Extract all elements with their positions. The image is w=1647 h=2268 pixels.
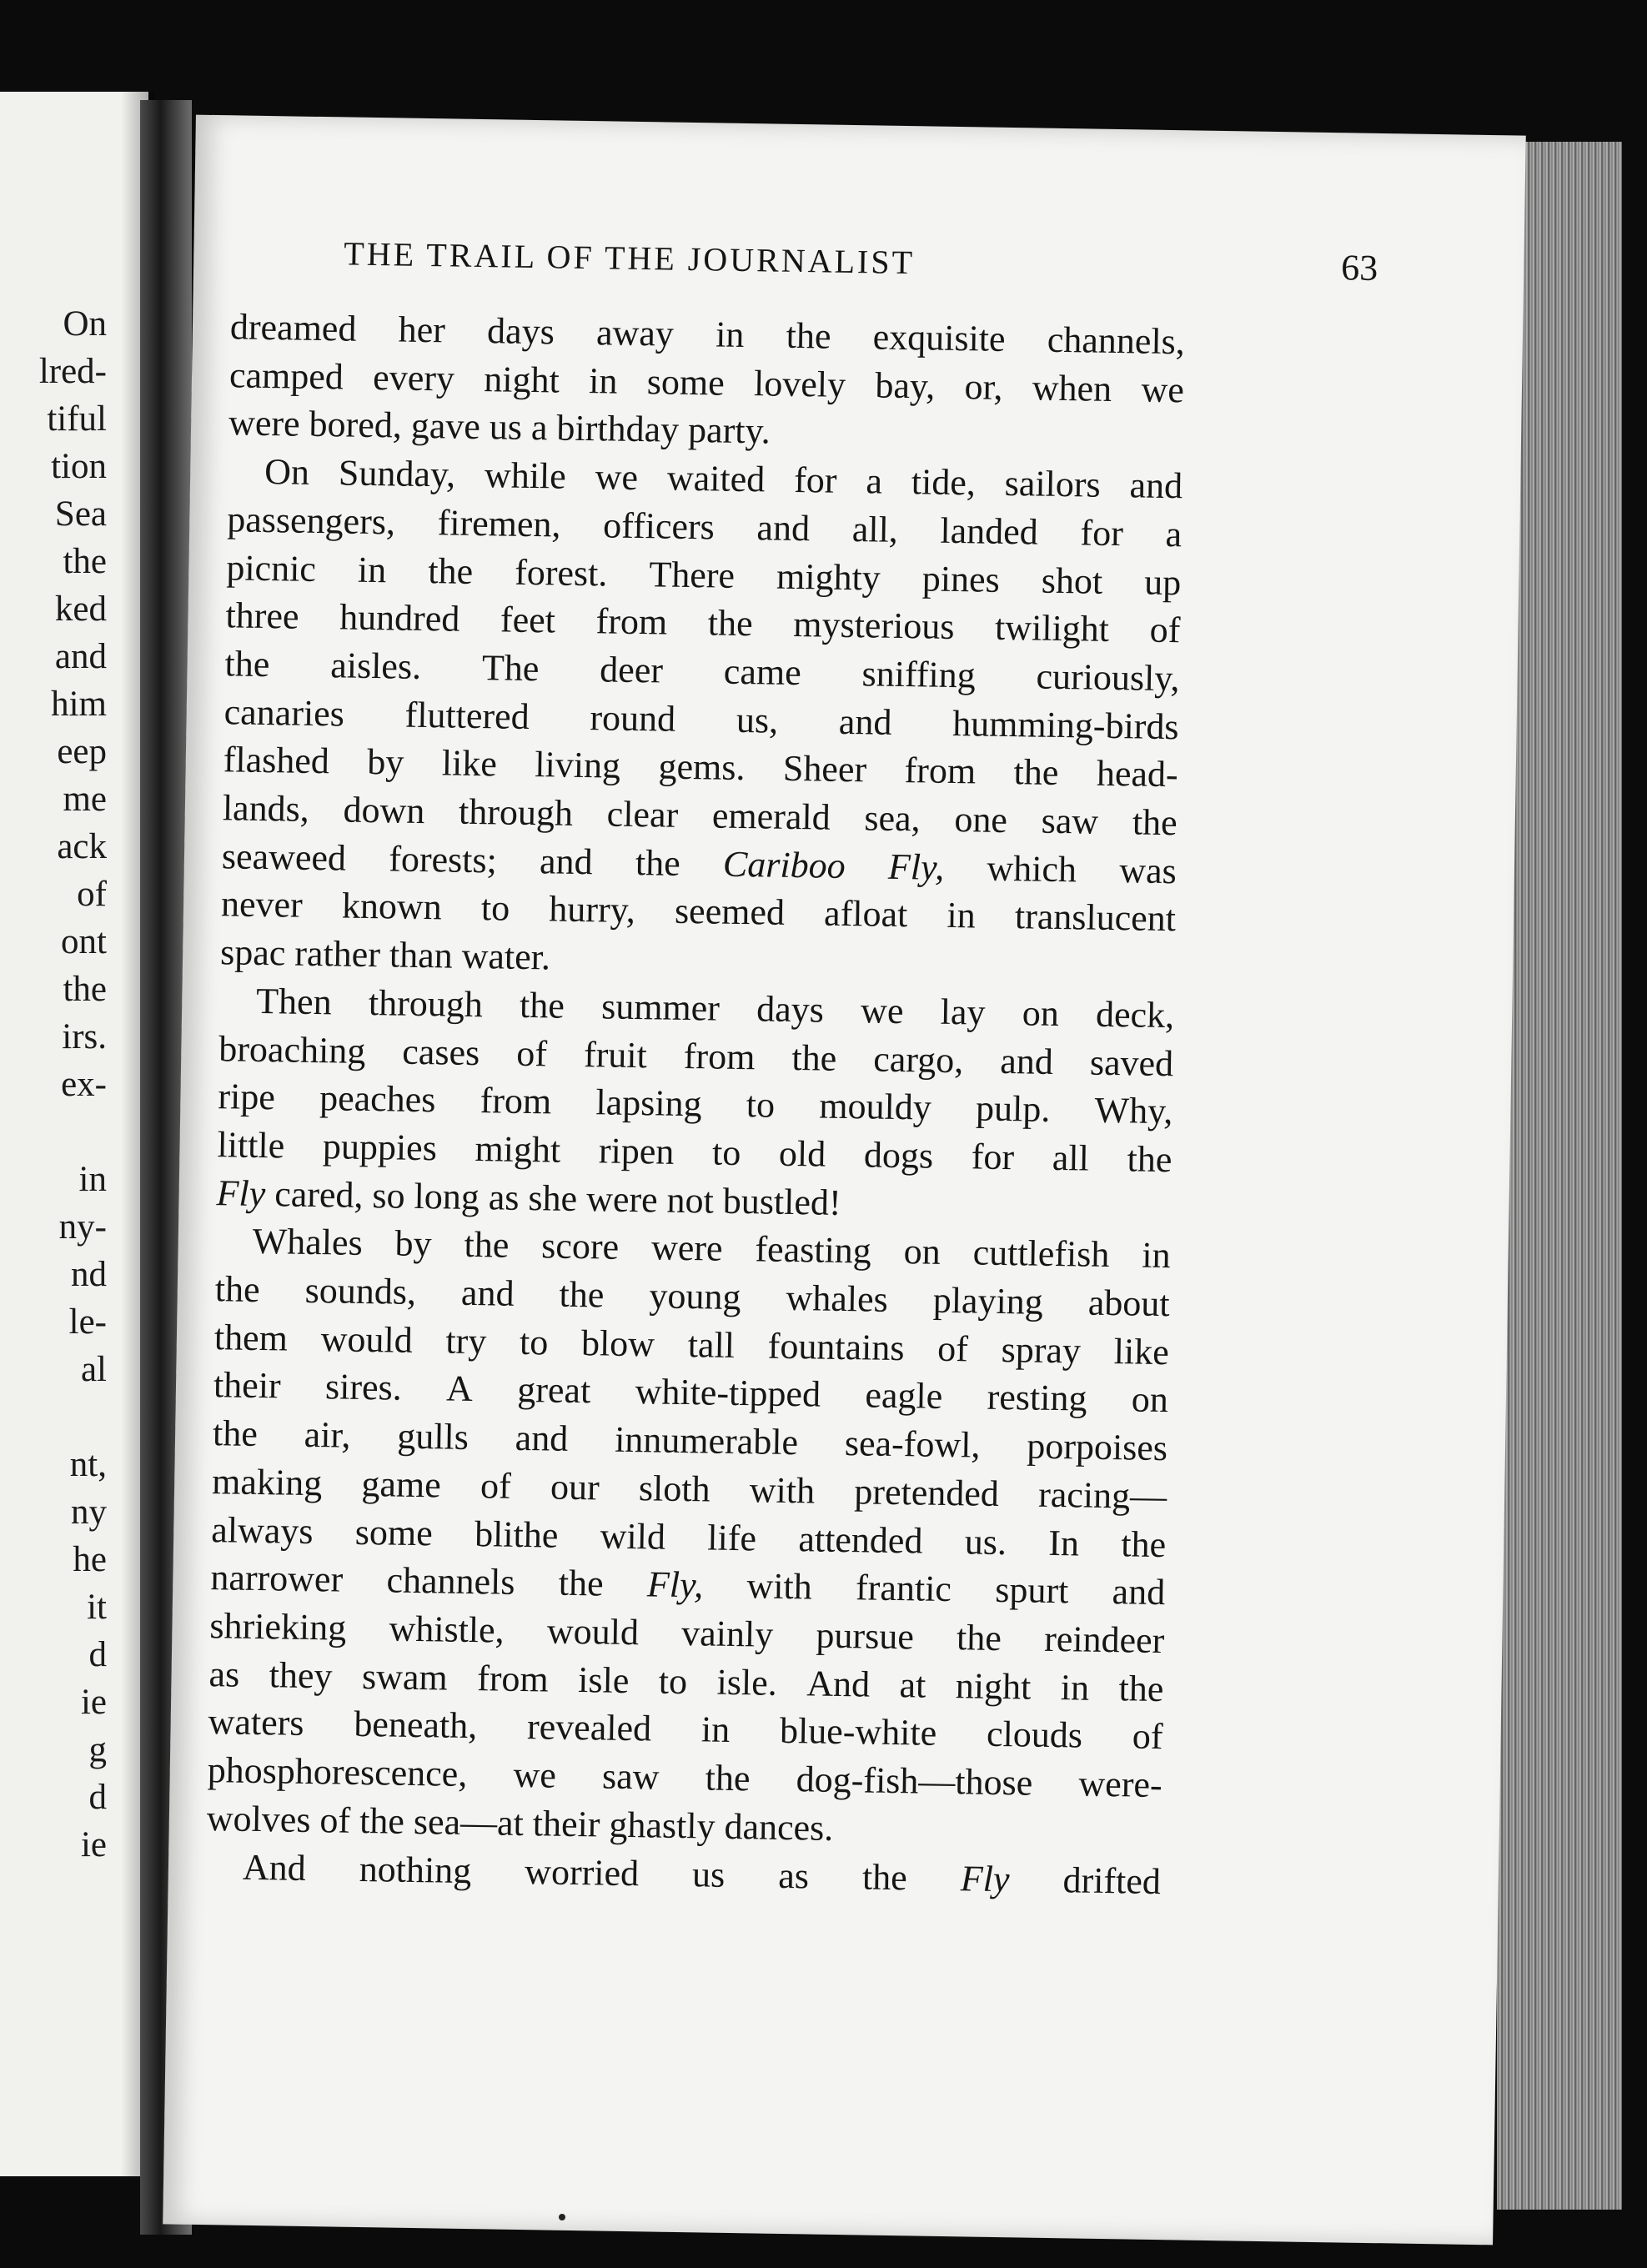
text-line: picnic in the forest. There mighty pines shot up bbox=[226, 546, 1182, 603]
text-line: flashed by like living gems. Sheer from the head- bbox=[223, 739, 1179, 795]
text-line: never known to hurry, seemed afloat in translucent bbox=[220, 883, 1177, 940]
left-line-fragment: tion bbox=[51, 447, 107, 486]
text-line: wolves of the sea—at their ghastly dances. bbox=[206, 1797, 834, 1849]
left-line-fragment: tiful bbox=[47, 399, 107, 439]
left-line-fragment: the bbox=[63, 542, 107, 581]
left-line-fragment: d bbox=[88, 1635, 107, 1674]
left-line-fragment: al bbox=[80, 1350, 107, 1389]
right-page bbox=[163, 115, 1526, 2245]
text-line: shrieking whistle, would vainly pursue the reindeer bbox=[209, 1605, 1165, 1662]
text-line: dreamed her days away in the exquisite channels, bbox=[229, 306, 1186, 363]
left-line-fragment: ny- bbox=[58, 1207, 107, 1247]
text-line: Then through the summer days we lay on deck, bbox=[255, 980, 1175, 1036]
left-line-fragment: ie bbox=[80, 1825, 107, 1864]
left-line-fragment: eep bbox=[57, 732, 107, 771]
left-line-fragment: nd bbox=[71, 1255, 107, 1294]
left-line-fragment bbox=[39, 1393, 107, 1441]
text-line: the aisles. The deer came sniffing curiously, bbox=[224, 643, 1180, 700]
text-line: always some blithe wild life attended us. In the bbox=[210, 1508, 1167, 1565]
text-line: the air, gulls and innumerable sea-fowl, porpoises bbox=[212, 1412, 1168, 1469]
left-line-fragment: Sea bbox=[54, 494, 107, 534]
left-line-fragment: nt, bbox=[69, 1445, 107, 1484]
text-line: canaries fluttered round us, and humming-birds bbox=[223, 690, 1179, 747]
text-line: narrower channels the Fly, with frantic spurt and bbox=[210, 1557, 1166, 1613]
left-line-fragment: and bbox=[54, 637, 107, 676]
left-line-fragment: he bbox=[73, 1540, 107, 1579]
left-line-fragment: le- bbox=[68, 1302, 107, 1342]
left-line-fragment: lred- bbox=[38, 352, 107, 391]
text-line: Fly cared, so long as she were not bustled! bbox=[216, 1172, 842, 1223]
left-line-fragment: ie bbox=[80, 1683, 107, 1722]
text-line: making game of our sloth with pretended racing— bbox=[211, 1461, 1167, 1517]
text-line: little puppies might ripen to old dogs for all the bbox=[217, 1124, 1172, 1181]
text-line: three hundred feet from the mysterious twilight of bbox=[225, 595, 1181, 651]
text-line: passengers, firemen, officers and all, landed for a bbox=[226, 499, 1183, 555]
text-line: as they swam from isle to isle. And at night in the bbox=[208, 1653, 1164, 1709]
left-line-fragment: On bbox=[63, 304, 107, 344]
text-line: seaweed forests; and the Cariboo Fly, which was bbox=[221, 835, 1178, 891]
text-line: their sires. A great white-tipped eagle resting on bbox=[213, 1364, 1169, 1421]
left-line-fragment: it bbox=[87, 1588, 107, 1627]
text-line: On Sunday, while we waited for a tide, sailors and bbox=[264, 451, 1183, 507]
left-line-fragment: him bbox=[51, 685, 107, 724]
left-page-fragment bbox=[0, 92, 148, 2176]
running-head: THE TRAIL OF THE JOURNALIST bbox=[344, 234, 916, 282]
text-line: were bored, gave us a birthday party. bbox=[228, 402, 771, 452]
left-line-fragment: of bbox=[77, 875, 107, 914]
body-text bbox=[206, 303, 1186, 1905]
left-line-fragment: the bbox=[63, 970, 107, 1009]
ink-speck bbox=[559, 2214, 565, 2220]
left-line-fragment: d bbox=[88, 1778, 107, 1817]
page-number: 63 bbox=[1340, 247, 1378, 289]
text-line: camped every night in some lovely bay, or, when we bbox=[228, 354, 1185, 410]
text-line: the sounds, and the young whales playing about bbox=[214, 1268, 1171, 1325]
left-line-fragment: ked bbox=[54, 590, 107, 629]
left-line-fragment bbox=[39, 1108, 107, 1156]
page-header bbox=[344, 233, 1378, 308]
left-page-line-fragments bbox=[39, 300, 107, 1869]
left-line-fragment: g bbox=[88, 1730, 107, 1769]
left-line-fragment: ex- bbox=[61, 1065, 107, 1104]
text-line: phosphorescence, we saw the dog-fish—those were- bbox=[207, 1749, 1163, 1806]
text-line: Whales by the score were feasting on cuttlefish in bbox=[252, 1221, 1171, 1277]
text-line: spac rather than water. bbox=[219, 931, 551, 978]
text-line: lands, down through clear emerald sea, one saw the bbox=[222, 787, 1178, 844]
text-line: broaching cases of fruit from the cargo, and saved bbox=[218, 1027, 1174, 1084]
left-line-fragment: ont bbox=[61, 922, 107, 961]
text-line: them would try to blow tall fountains of spray like bbox=[213, 1316, 1170, 1372]
text-line: And nothing worried us as the Fly drifted bbox=[242, 1846, 1162, 1902]
left-line-fragment: irs. bbox=[62, 1017, 107, 1056]
left-line-fragment: ack bbox=[57, 827, 107, 866]
left-line-fragment: me bbox=[63, 780, 107, 819]
text-line: ripe peaches from lapsing to mouldy pulp. Why, bbox=[218, 1076, 1173, 1132]
left-line-fragment: ny bbox=[71, 1493, 107, 1532]
text-line: waters beneath, revealed in blue-white clouds of bbox=[208, 1701, 1163, 1758]
left-line-fragment: in bbox=[78, 1160, 107, 1199]
